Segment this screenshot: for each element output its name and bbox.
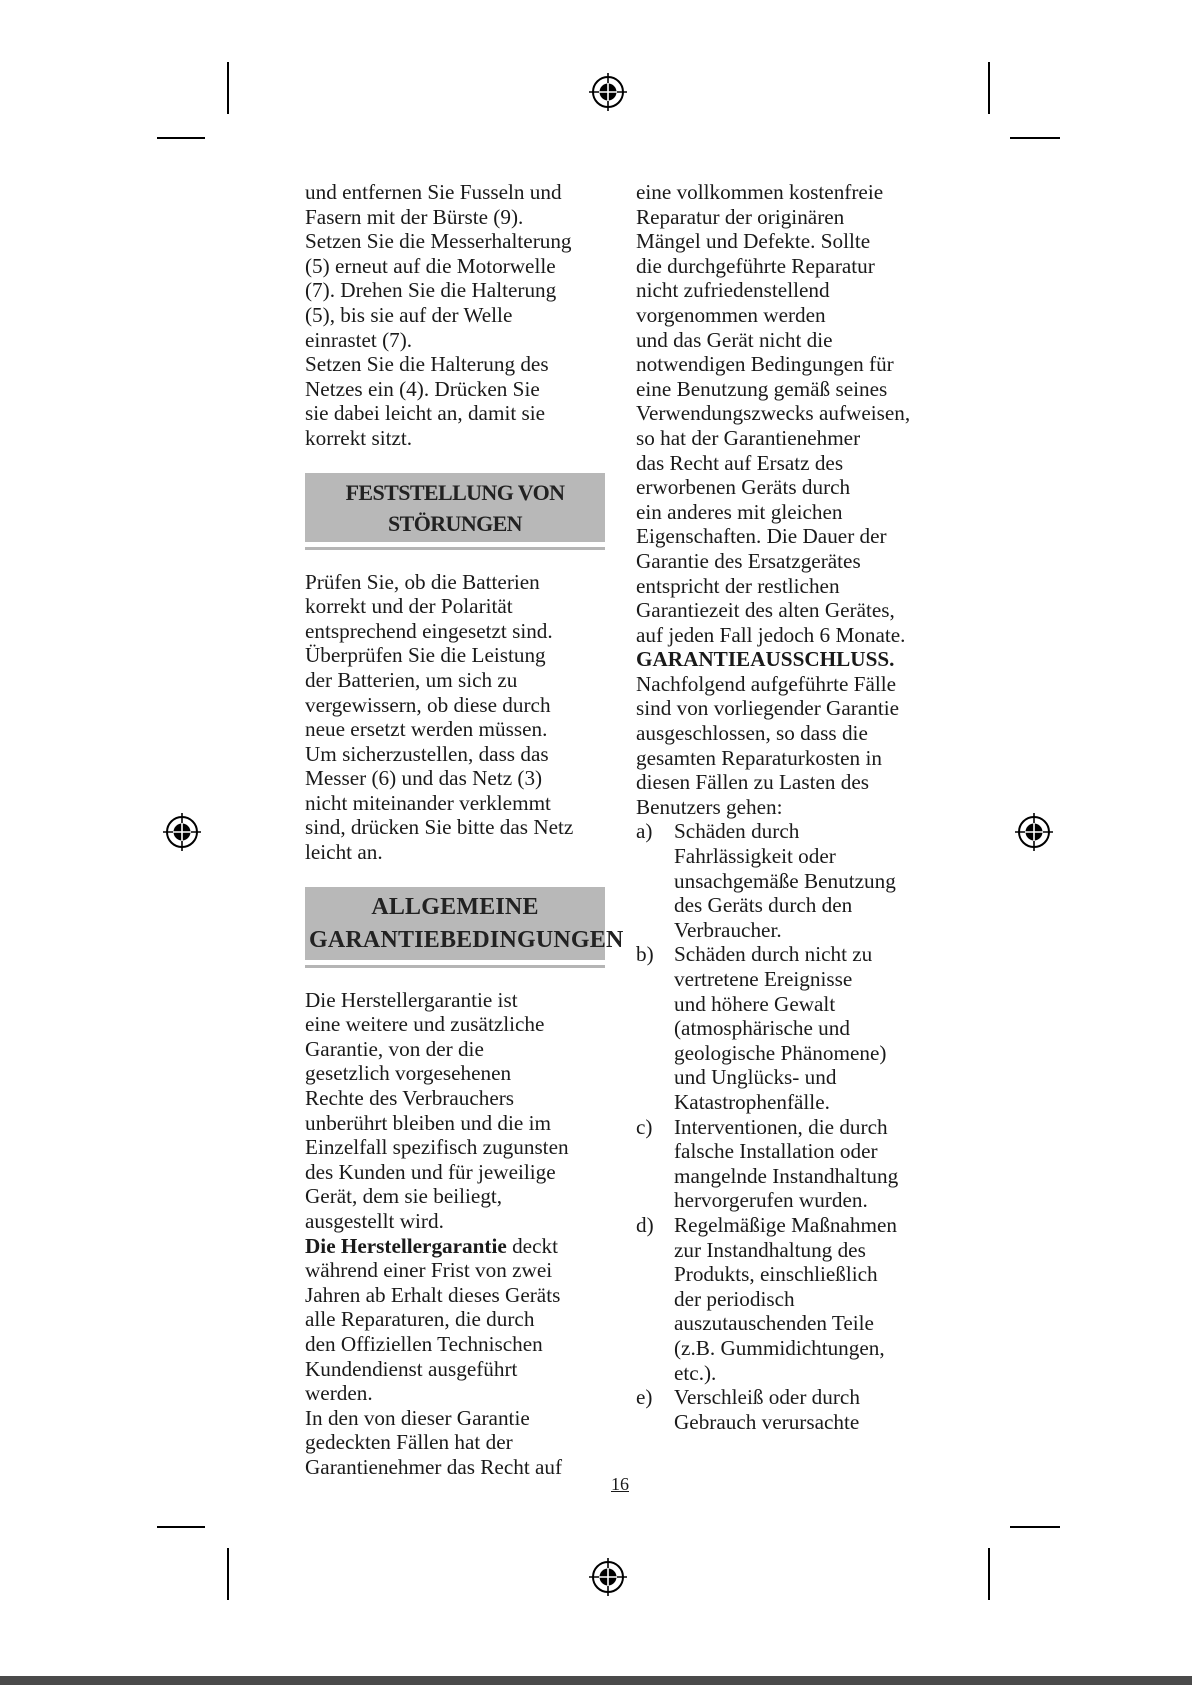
- registration-crosshair-icon: [1014, 812, 1054, 852]
- crop-mark-top-left-vertical: [227, 62, 229, 114]
- list-item: [636, 1385, 966, 1434]
- page-number: 16: [611, 1474, 629, 1494]
- list-item-text: Interventionen, die durch falsche Installation oder mangelnde Instandhaltung hervorgerufen wurden.: [674, 1114, 899, 1213]
- troubleshooting-paragraph: Prüfen Sie, ob die Batterien korrekt und der Polarität entsprechend eingesetzt sind. Überprüfen Sie die Leistung der Batterien, um sich zu vergewissern, ob diese durch neue ersetzt werden müssen. Um sicherzustellen, dass das Messer (6) und das Netz (3) nicht miteinander verklemmt sind, drücken Sie bitte das Netz leicht an.: [305, 569, 574, 865]
- exclusion-intro: Nachfolgend aufgeführte Fälle sind von vorliegender Garantie ausgeschlossen, so dass die gesamten Reparaturkosten in diesen Fällen zu Lasten des Benutzers gehen:: [636, 671, 899, 819]
- crop-mark-bottom-left-horizontal: [157, 1526, 205, 1528]
- right-column: [636, 180, 966, 1434]
- registration-crosshair-icon: [588, 1557, 628, 1597]
- list-marker: c): [636, 1114, 653, 1139]
- list-item-text: Verschleiß oder durch Gebrauch verursachte: [674, 1385, 860, 1434]
- bottom-edge-strip: [0, 1676, 1192, 1685]
- list-marker: d): [636, 1212, 654, 1237]
- crop-mark-top-left-horizontal: [157, 137, 205, 139]
- crop-mark-bottom-right-vertical: [988, 1548, 990, 1600]
- warranty-bold-lead: Die Herstellergarantie: [305, 1233, 507, 1258]
- list-item: [636, 819, 966, 942]
- warranty-text: Die Herstellergarantie ist eine weitere und zusätzliche Garantie, von der die gesetzlich vorgesehenen Rechte des Verbrauchers unberührt bleiben und die im Einzelfall spezifisch zugunsten des Kunden und für jeweilige Gerät, dem sie beiliegt, ausgestellt wird.: [305, 987, 569, 1233]
- list-item-text: Regelmäßige Maßnahmen zur Instandhaltung des Produkts, einschließlich der periodisch auszutauschenden Teile (z.B. Gummidichtungen, etc.).: [674, 1212, 897, 1385]
- section-warranty: [305, 887, 624, 968]
- warranty-paragraph: [305, 988, 605, 1480]
- crop-mark-bottom-right-horizontal: [1010, 1526, 1060, 1528]
- left-column: [305, 180, 624, 1480]
- list-item: [636, 1213, 966, 1385]
- list-marker: b): [636, 942, 654, 967]
- crop-mark-bottom-left-vertical: [227, 1548, 229, 1600]
- list-item-text: Schäden durch nicht zu vertretene Ereignisse und höhere Gewalt (atmosphärische und geologische Phänomene) und Unglücks- und Katastrophenfälle.: [674, 942, 887, 1114]
- crop-mark-top-right-horizontal: [1010, 137, 1060, 139]
- crop-mark-top-right-vertical: [988, 62, 990, 114]
- list-item-text: Schäden durch Fahrlässigkeit oder unsachgemäße Benutzung des Geräts durch den Verbraucher.: [674, 819, 896, 942]
- list-marker: a): [636, 819, 653, 844]
- registration-crosshair-icon: [588, 72, 628, 112]
- registration-crosshair-icon: [162, 812, 202, 852]
- intro-paragraph: und entfernen Sie Fusseln und Fasern mit der Bürste (9). Setzen Sie die Messerhalterung (5) erneut auf die Motorwelle (7). Drehen Sie die Halterung (5), bis sie auf der Welle einrastet (7). Setzen Sie die Halterung des Netzes ein (4). Drücken Sie sie dabei leicht an, damit sie korrekt sitzt.: [305, 180, 572, 450]
- exclusion-list: [636, 819, 966, 1434]
- warranty-text-continued: deckt während einer Frist von zwei Jahren ab Erhalt dieses Geräts alle Reparaturen, die durch den Offiziellen Technischen Kundendienst ausgeführt werden. In den von dieser Garantie gedeckten Fällen hat der Garantienehmer das Recht auf: [305, 1233, 563, 1479]
- section-troubleshooting: [305, 473, 605, 550]
- section-title-troubleshooting: FESTSTELLUNG VON STÖRUNGEN: [305, 473, 605, 542]
- list-item: [636, 1115, 966, 1213]
- warranty-continuation-paragraph: eine vollkommen kostenfreie Reparatur der originären Mängel und Defekte. Sollte die durchgeführte Reparatur nicht zufriedenstellend vorgenommen werden und das Gerät nicht die notwendigen Bedingungen für eine Benutzung gemäß seines Verwendungszwecks aufweisen, so hat der Garantienehmer das Recht auf Ersatz des erworbenen Geräts durch ein anderes mit gleichen Eigenschaften. Die Dauer der Garantie des Ersatzgerätes entspricht der restlichen Garantiezeit des alten Gerätes, auf jeden Fall jedoch 6 Monate.: [636, 180, 911, 647]
- list-item: [636, 942, 966, 1114]
- section-title-warranty: ALLGEMEINE GARANTIEBEDINGUNGEN: [305, 887, 605, 960]
- list-marker: e): [636, 1385, 653, 1410]
- exclusion-heading: GARANTIEAUSSCHLUSS.: [636, 647, 895, 672]
